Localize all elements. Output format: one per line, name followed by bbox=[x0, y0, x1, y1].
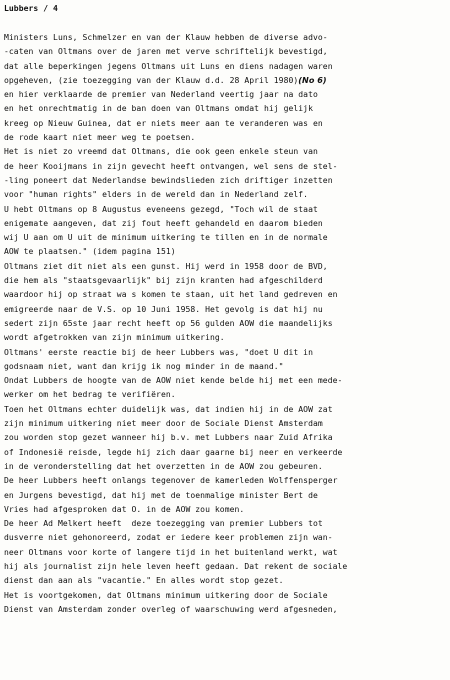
text-line: -ling poneert dat Nederlandse bewindslieden zich driftiger inzetten bbox=[4, 175, 333, 185]
text-line: waardoor hij op straat wa s komen te staan, uit het land gedreven en bbox=[4, 290, 338, 300]
text-line: -caten van Oltmans over de jaren met verve schriftelijk bevestigd, bbox=[4, 47, 328, 57]
text-line: kreeg op Nieuw Guinea, dat er niets meer aan te veranderen was en bbox=[4, 118, 323, 128]
text-line: sedert zijn 65ste jaar recht heeft op 56 gulden AOW die maandelijks bbox=[4, 318, 333, 328]
text-line: die hem als "staatsgevaarlijk" bij zijn kranten had afgeschilderd bbox=[4, 276, 323, 286]
text-line: dienst dan aan als "vacantie." En alles wordt stop gezet. bbox=[4, 576, 284, 586]
text-line: AOW te plaatsen." (idem pagina 151) bbox=[4, 247, 176, 257]
text-line: Dienst van Amsterdam zonder overleg of waarschuwing werd afgesneden, bbox=[4, 604, 338, 614]
text-line: de rode kaart niet meer weg te poetsen. bbox=[4, 133, 196, 143]
text-line: godsnaam niet, want dan krijg ik nog minder in de maand." bbox=[4, 361, 284, 371]
text-line: De heer Lubbers heeft onlangs tegenover de kamerleden Wolffensperger bbox=[4, 476, 338, 486]
text-line: hij als journalist zijn hele leven heeft gedaan. Dat rekent de sociale bbox=[4, 561, 348, 571]
text-line: en hier verklaarde de premier van Nederland veertig jaar na dato bbox=[4, 90, 318, 100]
text-line: enigemate aangeven, dat zij fout heeft gehandeld en daarom bieden bbox=[4, 218, 323, 228]
text-line: Ondat Lubbers de hoogte van de AOW niet kende belde hij met een mede- bbox=[4, 376, 343, 386]
text-line: De heer Ad Melkert heeft deze toezegging van premier Lubbers tot bbox=[4, 519, 323, 529]
text-line: voor "human rights" elders in de wereld dan in Nederland zelf. bbox=[4, 190, 309, 200]
text-line: Oltmans ziet dit niet als een gunst. Hij werd in 1958 door de BVD, bbox=[4, 261, 328, 271]
handwritten-note: (No 6) bbox=[298, 75, 327, 85]
letter-body bbox=[4, 31, 450, 617]
text-line: in de veronderstelling dat het overzetten in de AOW zou gebeuren. bbox=[4, 461, 323, 471]
text-line-with-note bbox=[4, 74, 450, 88]
text-line: U hebt Oltmans op 8 Augustus eveneens gezegd, "Toch wil de staat bbox=[4, 204, 318, 214]
text-line: wordt afgetrokken van zijn minimum uitkering. bbox=[4, 333, 225, 343]
text-line: neer Oltmans voor korte of langere tijd in het buitenland werkt, wat bbox=[4, 547, 338, 557]
text-line: de heer Kooijmans in zijn gevecht heeft ontvangen, wel sens de stel- bbox=[4, 161, 338, 171]
text-line: emigreerde naar de V.S. op 10 Juni 1958. Het gevolg is dat hij nu bbox=[4, 304, 323, 314]
text-line: en het onrechtmatig in de ban doen van Oltmans omdat hij gelijk bbox=[4, 104, 313, 114]
text-line: Ministers Luns, Schmelzer en van der Klauw hebben de diverse advo- bbox=[4, 33, 328, 42]
text-line: Toen het Oltmans echter duidelijk was, dat indien hij in de AOW zat bbox=[4, 404, 333, 414]
text-line: opgeheven, (zie toezegging van der Klauw d.d. 28 April 1980) bbox=[4, 75, 299, 85]
text-line: Het is niet zo vreemd dat Oltmans, die ook geen enkele steun van bbox=[4, 147, 318, 157]
text-line: Het is voortgekomen, dat Oltmans minimum uitkering door de Sociale bbox=[4, 590, 328, 600]
text-line: werker om het bedrag te verifiëren. bbox=[4, 390, 176, 400]
text-line: dusverre niet gehonoreerd, zodat er iedere keer problemen zijn wan- bbox=[4, 533, 333, 543]
text-line: of Indonesië reisde, legde hij zich daar gaarne bij neer en verkeerde bbox=[4, 447, 343, 457]
text-line: en Jurgens bevestigd, dat hij met de toenmalige minister Bert de bbox=[4, 490, 318, 500]
text-line: Oltmans' eerste reactie bij de heer Lubbers was, "doet U dit in bbox=[4, 347, 313, 357]
text-line: zou worden stop gezet wanneer hij b.v. met Lubbers naar Zuid Afrika bbox=[4, 433, 333, 443]
text-line: zijn minimum uitkering niet meer door de Sociale Dienst Amsterdam bbox=[4, 419, 323, 429]
text-line: dat alle beperkingen jegens Oltmans uit Luns en diens nadagen waren bbox=[4, 61, 333, 71]
text-line: Vries had afgesproken dat O. in de AOW zou komen. bbox=[4, 504, 245, 514]
text-line: wij U aan om U uit de minimum uitkering te tillen en in de normale bbox=[4, 233, 328, 243]
page-header: Lubbers / 4 bbox=[4, 4, 58, 13]
